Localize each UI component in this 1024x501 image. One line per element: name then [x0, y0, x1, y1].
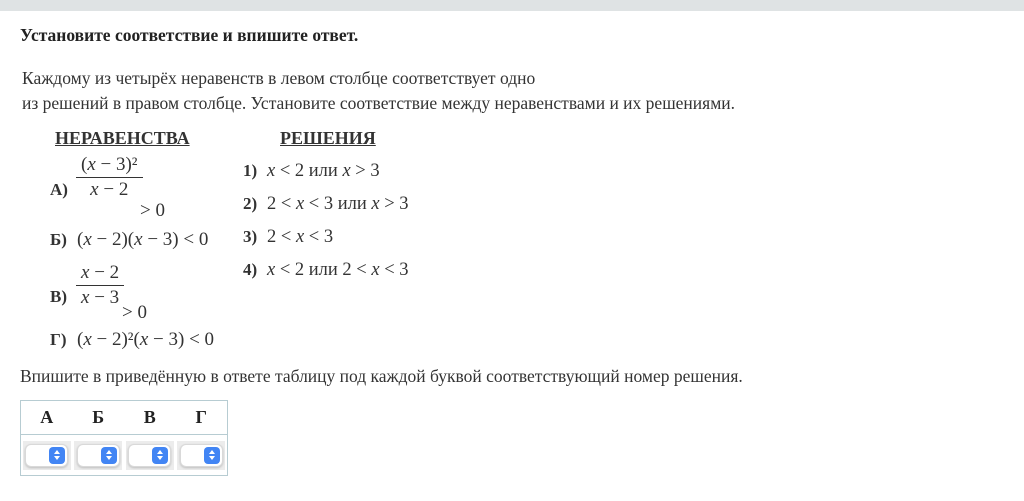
inequality-label-a: А) [50, 180, 68, 199]
stepper-icon [49, 447, 65, 464]
fraction-denominator: x − 3 [76, 285, 124, 309]
top-bar [0, 0, 1024, 11]
fraction-numerator: x − 2 [81, 262, 120, 283]
solution-item-3 [243, 227, 409, 248]
inequalities-column-header: НЕРАВЕНСТВА [55, 128, 190, 148]
solution-number: 3) [243, 227, 258, 246]
page-title: Установите соответствие и впишите ответ. [20, 25, 359, 45]
solution-text: 2 < x < 3 [267, 227, 334, 247]
task-intro-line1: Каждому из четырёх неравенств в левом столбце соответствует одно [22, 68, 536, 88]
inequality-row-g [50, 329, 214, 351]
fraction-numerator: (x − 3)² [81, 154, 138, 175]
solutions-list [243, 161, 409, 281]
inequality-row-b [50, 229, 208, 251]
answer-table-select-row [21, 435, 227, 475]
answer-select-wrap [23, 441, 71, 470]
solutions-column-header: РЕШЕНИЯ [280, 128, 376, 148]
answer-select-wrap [74, 441, 122, 470]
answer-select-a[interactable] [25, 444, 68, 467]
stepper-icon [101, 447, 117, 464]
solution-number: 4) [243, 260, 258, 279]
inequality-fraction-a [76, 154, 143, 201]
answer-header-g: Г [195, 407, 207, 427]
task-intro [22, 66, 735, 116]
answer-select-wrap [177, 441, 225, 470]
answer-select-b[interactable] [77, 444, 120, 467]
answer-table-header-row [21, 401, 227, 435]
answer-header-a: А [40, 407, 54, 427]
fraction-denominator: x − 2 [76, 177, 143, 201]
inequality-row-a [50, 152, 230, 222]
inequality-label-g: Г) [50, 330, 67, 349]
answer-header-v: В [143, 407, 156, 427]
solution-item-2 [243, 194, 409, 215]
answer-select-g[interactable] [180, 444, 223, 467]
inequality-expression-b: (x − 2)(x − 3) < 0 [77, 229, 209, 250]
solution-number: 1) [243, 161, 258, 180]
inequality-fraction-v [76, 262, 124, 309]
answer-select-wrap [126, 441, 174, 470]
inequality-tail-a: > 0 [140, 200, 165, 221]
task-intro-line2: из решений в правом столбце. Установите соответствие между неравенствами и их решениями. [22, 93, 736, 113]
solution-item-1 [243, 161, 409, 182]
solution-number: 2) [243, 194, 258, 213]
answer-instruction: Впишите в приведённую в ответе таблицу под каждой буквой соответствующий номер решения. [20, 366, 743, 386]
solution-text: x < 2 или 2 < x < 3 [267, 260, 409, 280]
inequality-label-v: В) [50, 287, 67, 306]
inequality-label-b: Б) [50, 230, 67, 249]
inequality-row-v [50, 260, 230, 330]
stepper-icon [152, 447, 168, 464]
answer-header-b: Б [92, 407, 105, 427]
answer-table [20, 400, 228, 476]
stepper-icon [204, 447, 220, 464]
solution-text: 2 < x < 3 или x > 3 [267, 194, 409, 214]
answer-select-v[interactable] [128, 444, 171, 467]
solution-item-4 [243, 260, 409, 281]
solution-text: x < 2 или x > 3 [267, 161, 380, 181]
inequality-tail-v: > 0 [122, 302, 147, 323]
inequality-expression-g: (x − 2)²(x − 3) < 0 [77, 329, 215, 350]
